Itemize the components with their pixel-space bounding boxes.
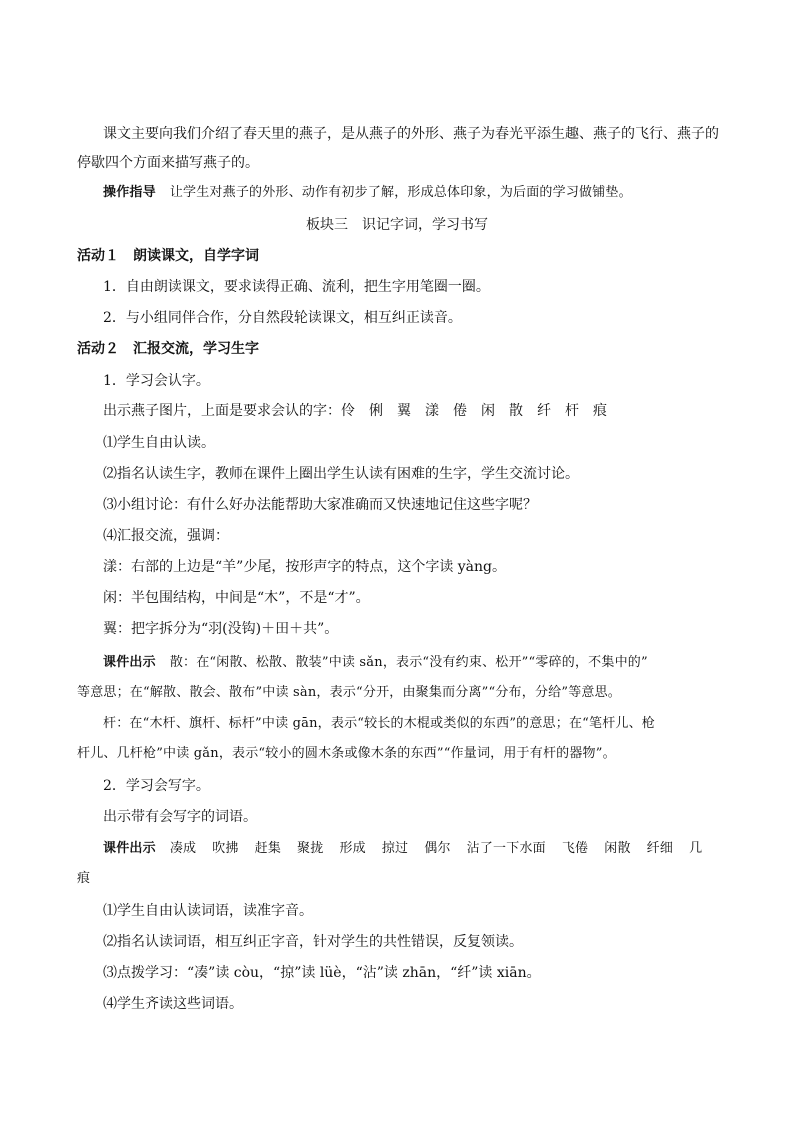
word-item: 吹拂 bbox=[212, 841, 239, 856]
word-item: 偶尔 bbox=[424, 841, 451, 856]
note-yang: 漾：右部的上边是“羊”少尾，按形声字的特点，这个字读 yàng。 bbox=[103, 559, 506, 575]
activity-1-title: 活动１ 朗读课文，自学字词 bbox=[77, 248, 259, 264]
char-item: 闲 bbox=[481, 403, 495, 419]
courseware-1-line-4: 杆儿、几杆枪”中读 gǎn，表示“较小的圆木条或像木条的东西”“作量词，用于有杆的器物”。 bbox=[77, 746, 616, 761]
courseware-2-line-1 bbox=[103, 840, 702, 858]
char-item: 翼 bbox=[397, 403, 411, 419]
sub-item-2: ⑵指名认读生字，教师在课件上圈出学生认读有困难的生字，学生交流讨论。 bbox=[103, 466, 579, 482]
char-item: 纤 bbox=[537, 403, 551, 419]
word-item: 掠过 bbox=[381, 841, 409, 856]
activity-1-item-1: 1．自由朗读课文，要求读得正确、流利，把生字用笔圈一圈。 bbox=[103, 279, 490, 295]
guide-text: 让学生对燕子的外形、动作有初步了解，形成总体印象，为后面的学习做铺垫。 bbox=[169, 185, 632, 200]
courseware-label: 课件出示 bbox=[103, 655, 156, 670]
guide-label: 操作指导 bbox=[103, 185, 156, 200]
word-item: 赶集 bbox=[254, 841, 282, 856]
char-item: 漾 bbox=[425, 403, 439, 419]
operation-guide bbox=[103, 184, 632, 202]
show-words-intro: 出示带有会写字的词语。 bbox=[103, 809, 257, 825]
sub-item-1: ⑴学生自由认读。 bbox=[103, 435, 215, 451]
word-item: 几 bbox=[689, 841, 703, 856]
char-item: 倦 bbox=[453, 403, 467, 419]
char-item: 杆 bbox=[565, 403, 579, 419]
intro-line-1: 课文主要向我们介绍了春天里的燕子，是从燕子的外形、燕子为春光平添生趣、燕子的飞行、燕子的 bbox=[103, 126, 719, 142]
courseware-label: 课件出示 bbox=[103, 841, 156, 856]
word-item: 形成 bbox=[339, 841, 366, 856]
sub-item-2-1: ⑴学生自由认读词语，读准字音。 bbox=[103, 903, 313, 919]
activity-1-item-2: 2．与小组同伴合作，分自然段轮读课文，相互纠正读音。 bbox=[103, 310, 462, 326]
word-item: 沾了一下水面 bbox=[466, 841, 546, 856]
sub-item-2-3: ⑶点拨学习：“凑”读 còu，“掠”读 lüè，“沾”读 zhān，“纤”读 xiān。 bbox=[103, 965, 541, 981]
word-item: 闲散 bbox=[604, 841, 631, 856]
courseware-1-line-1 bbox=[103, 654, 648, 672]
courseware-2-line-2: 痕 bbox=[77, 871, 91, 886]
word-item: 聚拢 bbox=[297, 841, 324, 856]
courseware-1-line-2: 等意思；在“解散、散会、散布”中读 sàn，表示“分开，由聚集而分离”“分布，分给”等意思。 bbox=[77, 685, 622, 700]
word-item: 纤细 bbox=[646, 841, 674, 856]
section-title: 板块三 识记字词，学习书写 bbox=[306, 217, 488, 233]
activity-2-title: 活动２ 汇报交流，学习生字 bbox=[77, 341, 259, 357]
word-item: 飞倦 bbox=[561, 841, 589, 856]
note-xian: 闲：半包围结构，中间是“木”，不是“才”。 bbox=[103, 590, 370, 606]
courseware-1-text-1: 散：在“闲散、松散、散装”中读 sǎn，表示“没有约束、松开”“零碎的，不集中的” bbox=[169, 655, 648, 670]
char-item: 俐 bbox=[369, 403, 383, 419]
recognize-char-list bbox=[341, 403, 607, 419]
sub-item-3: ⑶小组讨论：有什么好办法能帮助大家准确而又快速地记住这些字呢？ bbox=[103, 497, 537, 513]
char-item: 痕 bbox=[593, 403, 607, 419]
step-1-title: 1．学习会认字。 bbox=[103, 373, 210, 389]
sub-item-2-4: ⑷学生齐读这些词语。 bbox=[103, 996, 243, 1012]
show-chars-intro: 出示燕子图片，上面是要求会认的字： bbox=[103, 403, 341, 419]
show-chars-line bbox=[103, 402, 607, 420]
note-yi: 翼：把字拆分为“羽(没钩)＋田＋共”。 bbox=[103, 621, 339, 637]
sub-item-2-2: ⑵指名认读词语，相互纠正字音，针对学生的共性错误，反复领读。 bbox=[103, 934, 523, 950]
intro-line-2: 停歇四个方面来描写燕子的。 bbox=[77, 155, 259, 171]
char-item: 伶 bbox=[341, 403, 355, 419]
word-item: 凑成 bbox=[169, 841, 197, 856]
write-word-list bbox=[170, 841, 702, 856]
courseware-1-line-3: 杆：在“木杆、旗杆、标杆”中读 gān，表示“较长的木棍或类似的东西”的意思；在“笔杆儿、枪 bbox=[103, 716, 656, 731]
step-2-title: 2．学习会写字。 bbox=[103, 778, 210, 794]
sub-item-4: ⑷汇报交流，强调： bbox=[103, 528, 229, 544]
char-item: 散 bbox=[509, 403, 523, 419]
